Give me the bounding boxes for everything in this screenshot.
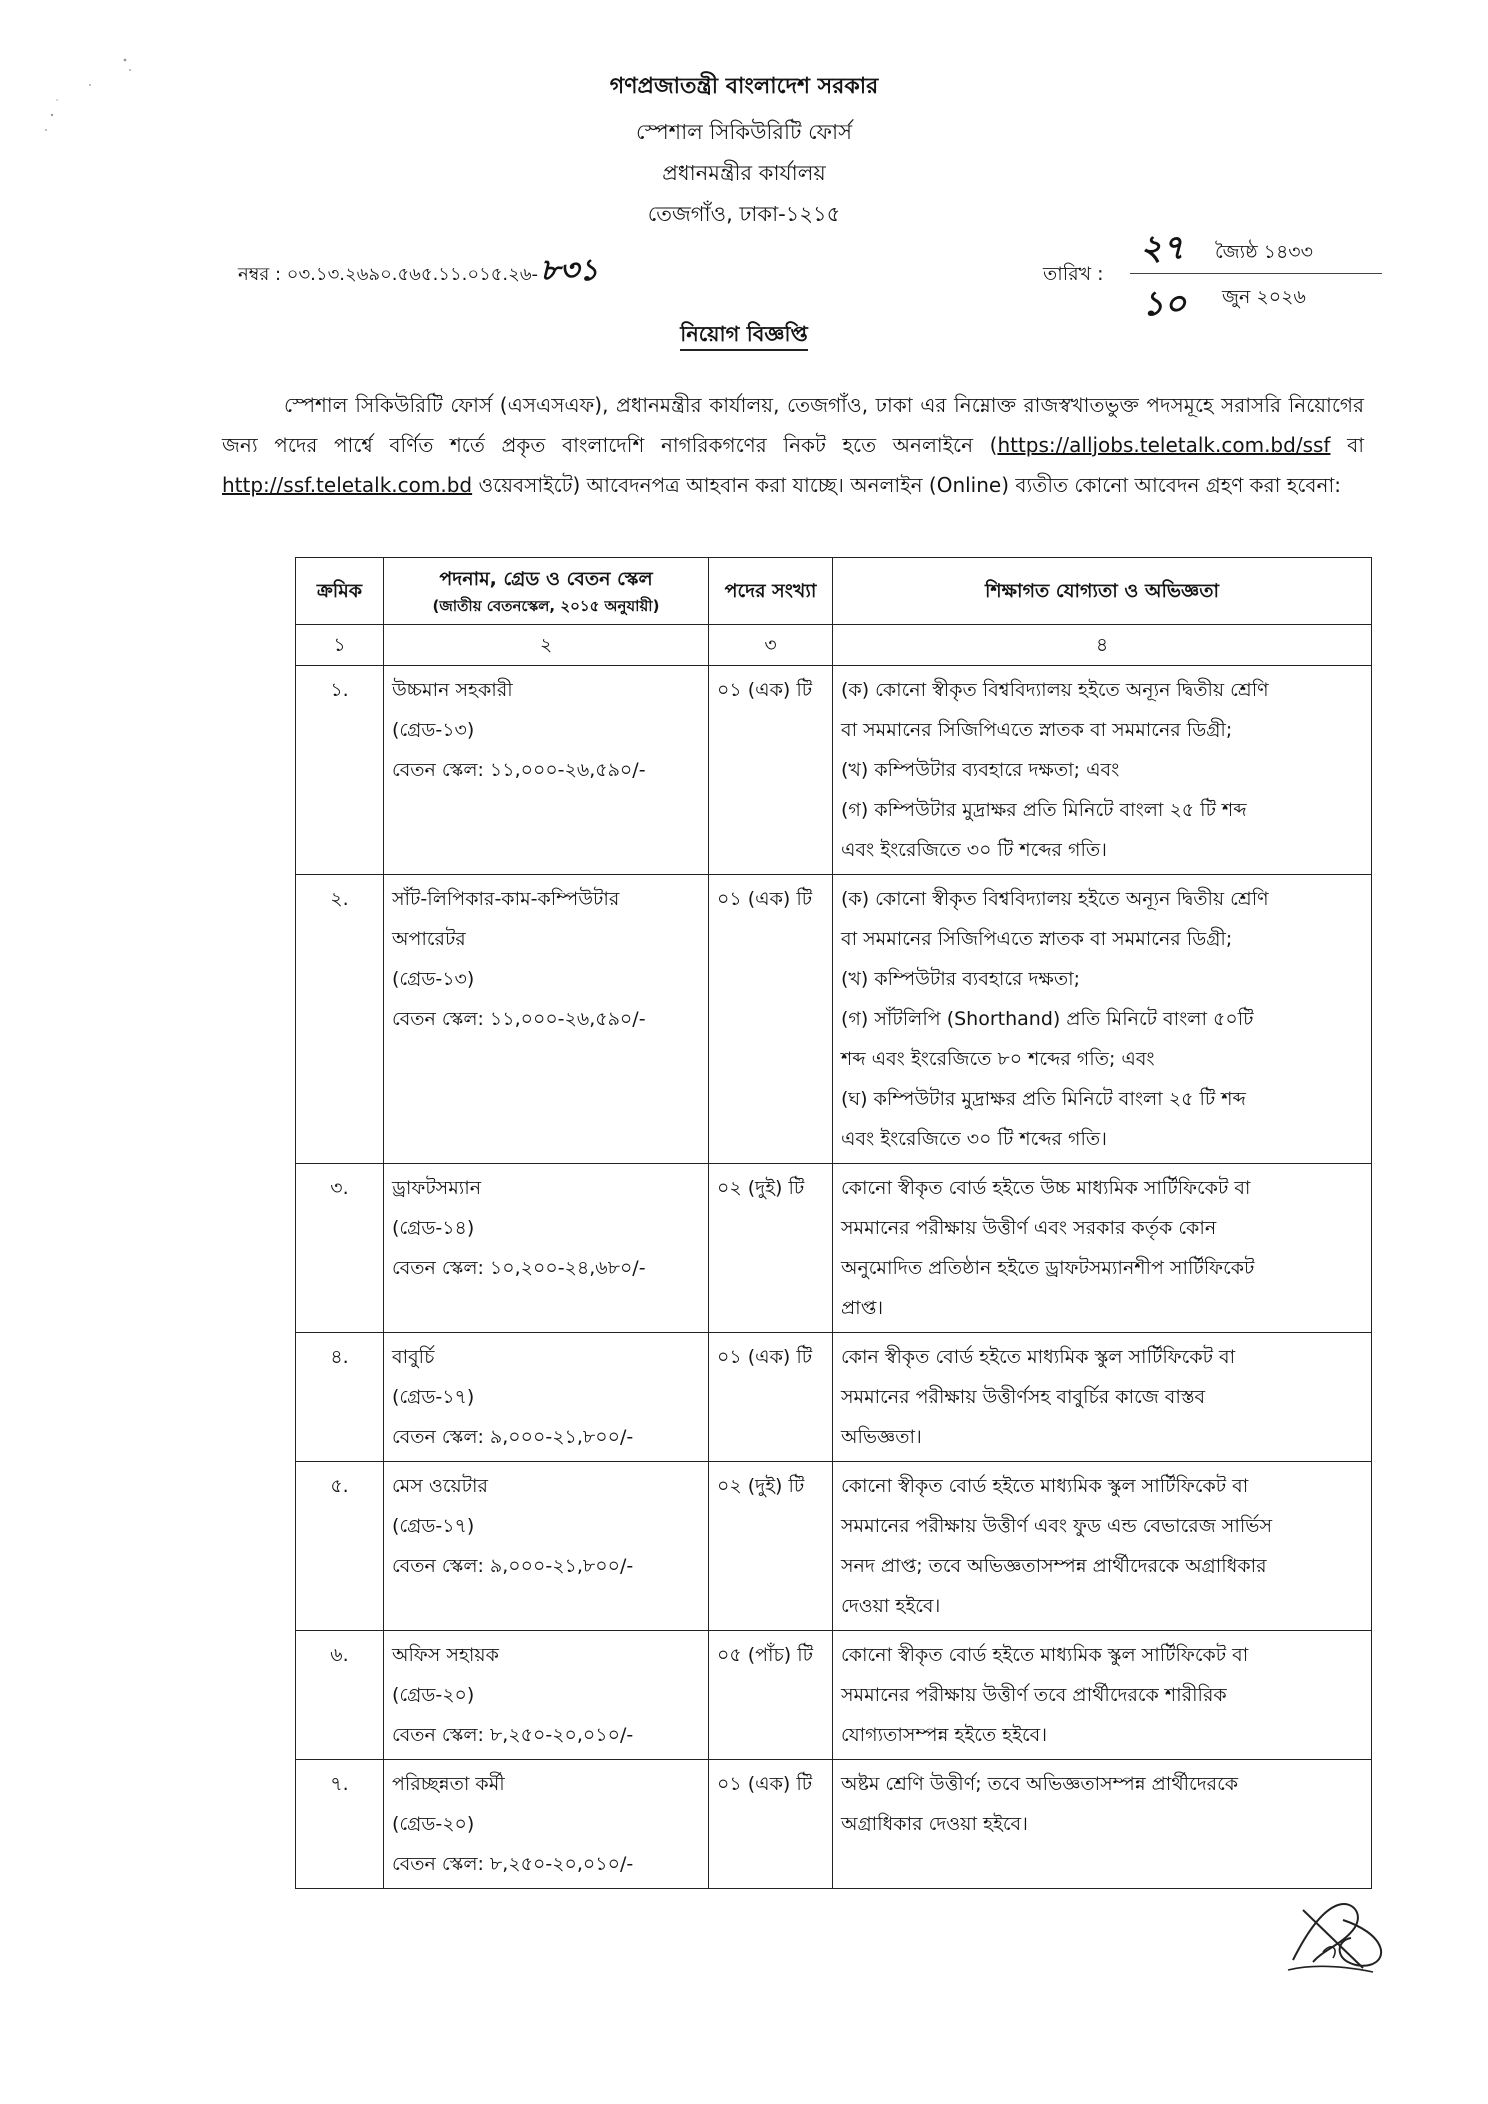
row-qualification [833, 1333, 1372, 1462]
table-row [296, 875, 1372, 1164]
date-label: তারিখ : [1043, 263, 1104, 285]
qualification-line: বা সমমানের সিজিপিএতে স্নাতক বা সমমানের ডিগ্রী; [841, 928, 1233, 950]
row-qualification [833, 875, 1372, 1164]
qualification-line: (ঘ) কম্পিউটার মুদ্রাক্ষর প্রতি মিনিটে বাংলা ২৫ টি শব্দ [841, 1088, 1246, 1110]
date-bn-day-handwritten: ২৭ [1140, 228, 1185, 268]
column-number-row [296, 625, 1372, 666]
post-line: (গ্রেড-২০) [392, 1813, 475, 1835]
column-number: ২ [384, 625, 709, 666]
qualification-line: এবং ইংরেজিতে ৩০ টি শব্দের গতি। [841, 1128, 1107, 1150]
qualification-line: কোনো স্বীকৃত বোর্ড হইতে উচ্চ মাধ্যমিক সার্টিফিকেট বা [841, 1177, 1251, 1199]
qualification-line: দেওয়া হইবে। [841, 1595, 941, 1617]
row-qualification [833, 1164, 1372, 1333]
table-row [296, 1760, 1372, 1889]
row-post [384, 1164, 709, 1333]
memo-number-handwritten: ৮৩১ [540, 253, 599, 288]
row-serial: ৭. [296, 1760, 384, 1889]
row-post [384, 1333, 709, 1462]
notice-title [0, 318, 1488, 353]
post-line: মেস ওয়েটার [392, 1475, 488, 1497]
row-post [384, 1760, 709, 1889]
post-line: (গ্রেড-২০) [392, 1684, 475, 1706]
qualification-line: (খ) কম্পিউটার ব্যবহারে দক্ষতা; [841, 968, 1081, 990]
notice-title-text: নিয়োগ বিজ্ঞপ্তি [680, 322, 808, 351]
date-bn-month-year: জ্যৈষ্ঠ ১৪৩৩ [1215, 241, 1313, 263]
row-qualification [833, 666, 1372, 875]
qualification-line: সমমানের পরীক্ষায় উত্তীর্ণ এবং সরকার কর্তৃক কোন [841, 1217, 1217, 1239]
qualification-line: কোন স্বীকৃত বোর্ড হইতে মাধ্যমিক স্কুল সার্টিফিকেট বা [841, 1346, 1236, 1368]
govt-title: গণপ্রজাতন্ত্রী বাংলাদেশ সরকার [609, 74, 879, 99]
post-line: বেতন স্কেল: ৮,২৫০-২০,০১০/- [392, 1724, 634, 1746]
row-qualification [833, 1631, 1372, 1760]
qualification-line: অগ্রাধিকার দেওয়া হইবে। [841, 1813, 1028, 1835]
intro-text-1: স্পেশাল সিকিউরিটি ফোর্স (এসএসএফ), প্রধানমন্ত্রীর কার্যালয়, তেজগাঁও, ঢাকা এর নিম্নোক্ত রাজস্বখাতভুক্ত পদসমূহে সরাসরি নিয়োগের জন্য পদের পার্শ্বে বর্ণিত শর্তে প্রকৃত বাংলাদেশি নাগরিকগণের নিকট হতে অনলাইনে ( [222, 393, 1364, 457]
post-line: (গ্রেড-১৩) [392, 968, 475, 990]
memo-number-prefix: নম্বর : ০৩.১৩.২৬৯০.৫৬৫.১১.০১৫.২৬- [238, 264, 539, 285]
vacancy-table [295, 557, 1372, 1889]
table-row [296, 666, 1372, 875]
header-post-title: পদনাম, গ্রেড ও বেতন স্কেল [439, 568, 653, 590]
table-row [296, 1462, 1372, 1631]
table-header-row [296, 558, 1372, 625]
row-post [384, 875, 709, 1164]
column-number: ১ [296, 625, 384, 666]
intro-text-2: বা [1330, 433, 1364, 457]
qualification-line: অনুমোদিত প্রতিষ্ঠান হইতে ড্রাফটসম্যানশীপ সার্টিফিকেট [841, 1257, 1255, 1279]
table-row [296, 1164, 1372, 1333]
post-line: বেতন স্কেল: ৯,০০০-২১,৮০০/- [392, 1426, 634, 1448]
qualification-line: (ক) কোনো স্বীকৃত বিশ্ববিদ্যালয় হইতে অন্যূন দ্বিতীয় শ্রেণি [841, 888, 1269, 910]
qualification-line: যোগ্যতাসম্পন্ন হইতে হইবে। [841, 1724, 1048, 1746]
date-en-day-handwritten: ১০ [1142, 284, 1187, 324]
column-number: ৩ [709, 625, 833, 666]
intro-text-3: ওয়েবসাইটে) আবেদনপত্র আহবান করা যাচ্ছে। অনলাইন (Online) ব্যতীত কোনো আবেদন গ্রহণ করা হবেনা: [472, 473, 1341, 497]
qualification-line: শব্দ এবং ইংরেজিতে ৮০ শব্দের গতি; এবং [841, 1048, 1155, 1070]
row-serial: ১. [296, 666, 384, 875]
row-qualification [833, 1760, 1372, 1889]
post-line: বেতন স্কেল: ৮,২৫০-২০,০১০/- [392, 1853, 634, 1875]
memo-number [238, 253, 599, 289]
row-count: ০২ (দুই) টি [709, 1164, 833, 1333]
row-serial: ৬. [296, 1631, 384, 1760]
qualification-line: (গ) সাঁটলিপি (Shorthand) প্রতি মিনিটে বাংলা ৫০টি [841, 1008, 1254, 1030]
qualification-line: (গ) কম্পিউটার মুদ্রাক্ষর প্রতি মিনিটে বাংলা ২৫ টি শব্দ [841, 799, 1247, 821]
header-count: পদের সংখ্যা [709, 558, 833, 625]
post-line: অপারেটর [392, 928, 466, 950]
qualification-line: বা সমমানের সিজিপিএতে স্নাতক বা সমমানের ডিগ্রী; [841, 719, 1233, 741]
qualification-line: অষ্টম শ্রেণি উত্তীর্ণ; তবে অভিজ্ঞতাসম্পন্ন প্রার্থীদেরকে [841, 1773, 1239, 1795]
date-divider [1130, 273, 1382, 274]
qualification-line: সনদ প্রাপ্ত; তবে অভিজ্ঞতাসম্পন্ন প্রার্থীদেরকে অগ্রাধিকার [841, 1555, 1267, 1577]
qualification-line: অভিজ্ঞতা। [841, 1426, 922, 1448]
post-line: বেতন স্কেল: ১১,০০০-২৬,৫৯০/- [392, 759, 646, 781]
row-count: ০১ (এক) টি [709, 1333, 833, 1462]
apply-link-ssf[interactable]: http://ssf.teletalk.com.bd [222, 473, 473, 497]
row-post [384, 666, 709, 875]
header-qualification: শিক্ষাগত যোগ্যতা ও অভিজ্ঞতা [833, 558, 1372, 625]
office-name: প্রধানমন্ত্রীর কার্যালয় [662, 161, 826, 185]
qualification-line: সমমানের পরীক্ষায় উত্তীর্ণসহ বাবুর্চির কাজে বাস্তব [841, 1386, 1206, 1408]
table-row [296, 1631, 1372, 1760]
signature [1283, 1890, 1393, 1980]
row-post [384, 1462, 709, 1631]
column-number: ৪ [833, 625, 1372, 666]
table-row [296, 1333, 1372, 1462]
post-line: বাবুর্চি [392, 1346, 435, 1368]
row-count: ০২ (দুই) টি [709, 1462, 833, 1631]
row-count: ০১ (এক) টি [709, 666, 833, 875]
post-line: (গ্রেড-১৩) [392, 719, 475, 741]
qualification-line: প্রাপ্ত। [841, 1297, 884, 1319]
row-serial: ৪. [296, 1333, 384, 1462]
vacancy-rows [296, 666, 1372, 1889]
post-line: (গ্রেড-১৪) [392, 1217, 475, 1239]
qualification-line: (খ) কম্পিউটার ব্যবহারে দক্ষতা; এবং [841, 759, 1120, 781]
row-serial: ২. [296, 875, 384, 1164]
row-count: ০১ (এক) টি [709, 875, 833, 1164]
date-en-month-year: জুন ২০২৬ [1222, 286, 1306, 308]
post-line: পরিচ্ছন্নতা কর্মী [392, 1773, 505, 1795]
qualification-line: (ক) কোনো স্বীকৃত বিশ্ববিদ্যালয় হইতে অন্যূন দ্বিতীয় শ্রেণি [841, 679, 1269, 701]
post-line: (গ্রেড-১৭) [392, 1515, 475, 1537]
qualification-line: এবং ইংরেজিতে ৩০ টি শব্দের গতি। [841, 839, 1107, 861]
header-post [384, 558, 709, 625]
header-serial: ক্রমিক [296, 558, 384, 625]
row-post [384, 1631, 709, 1760]
post-line: ড্রাফটসম্যান [392, 1177, 482, 1199]
post-line: (গ্রেড-১৭) [392, 1386, 475, 1408]
post-line: অফিস সহায়ক [392, 1644, 499, 1666]
row-qualification [833, 1462, 1372, 1631]
qualification-line: সমমানের পরীক্ষায় উত্তীর্ণ এবং ফুড এন্ড বেভারেজ সার্ভিস [841, 1515, 1272, 1537]
row-count: ০১ (এক) টি [709, 1760, 833, 1889]
post-line: বেতন স্কেল: ১০,২০০-২৪,৬৮০/- [392, 1257, 646, 1279]
qualification-line: কোনো স্বীকৃত বোর্ড হইতে মাধ্যমিক স্কুল সার্টিফিকেট বা [841, 1644, 1249, 1666]
post-line: উচ্চমান সহকারী [392, 679, 513, 701]
qualification-line: কোনো স্বীকৃত বোর্ড হইতে মাধ্যমিক স্কুল সার্টিফিকেট বা [841, 1475, 1249, 1497]
post-line: বেতন স্কেল: ১১,০০০-২৬,৫৯০/- [392, 1008, 646, 1030]
header-post-sub: (জাতীয় বেতনস্কেল, ২০১৫ অনুযায়ী) [432, 597, 660, 615]
qualification-line: সমমানের পরীক্ষায় উত্তীর্ণ তবে প্রার্থীদেরকে শারীরিক [841, 1684, 1227, 1706]
row-count: ০৫ (পাঁচ) টি [709, 1631, 833, 1760]
row-serial: ৫. [296, 1462, 384, 1631]
apply-link-alljobs[interactable]: https://alljobs.teletalk.com.bd/ssf [997, 433, 1331, 457]
office-address: তেজগাঁও, ঢাকা-১২১৫ [647, 202, 841, 226]
org-name: স্পেশাল সিকিউরিটি ফোর্স [636, 120, 852, 144]
intro-paragraph [222, 385, 1364, 505]
post-line: সাঁট-লিপিকার-কাম-কম্পিউটার [392, 888, 620, 910]
post-line: বেতন স্কেল: ৯,০০০-২১,৮০০/- [392, 1555, 634, 1577]
row-serial: ৩. [296, 1164, 384, 1333]
